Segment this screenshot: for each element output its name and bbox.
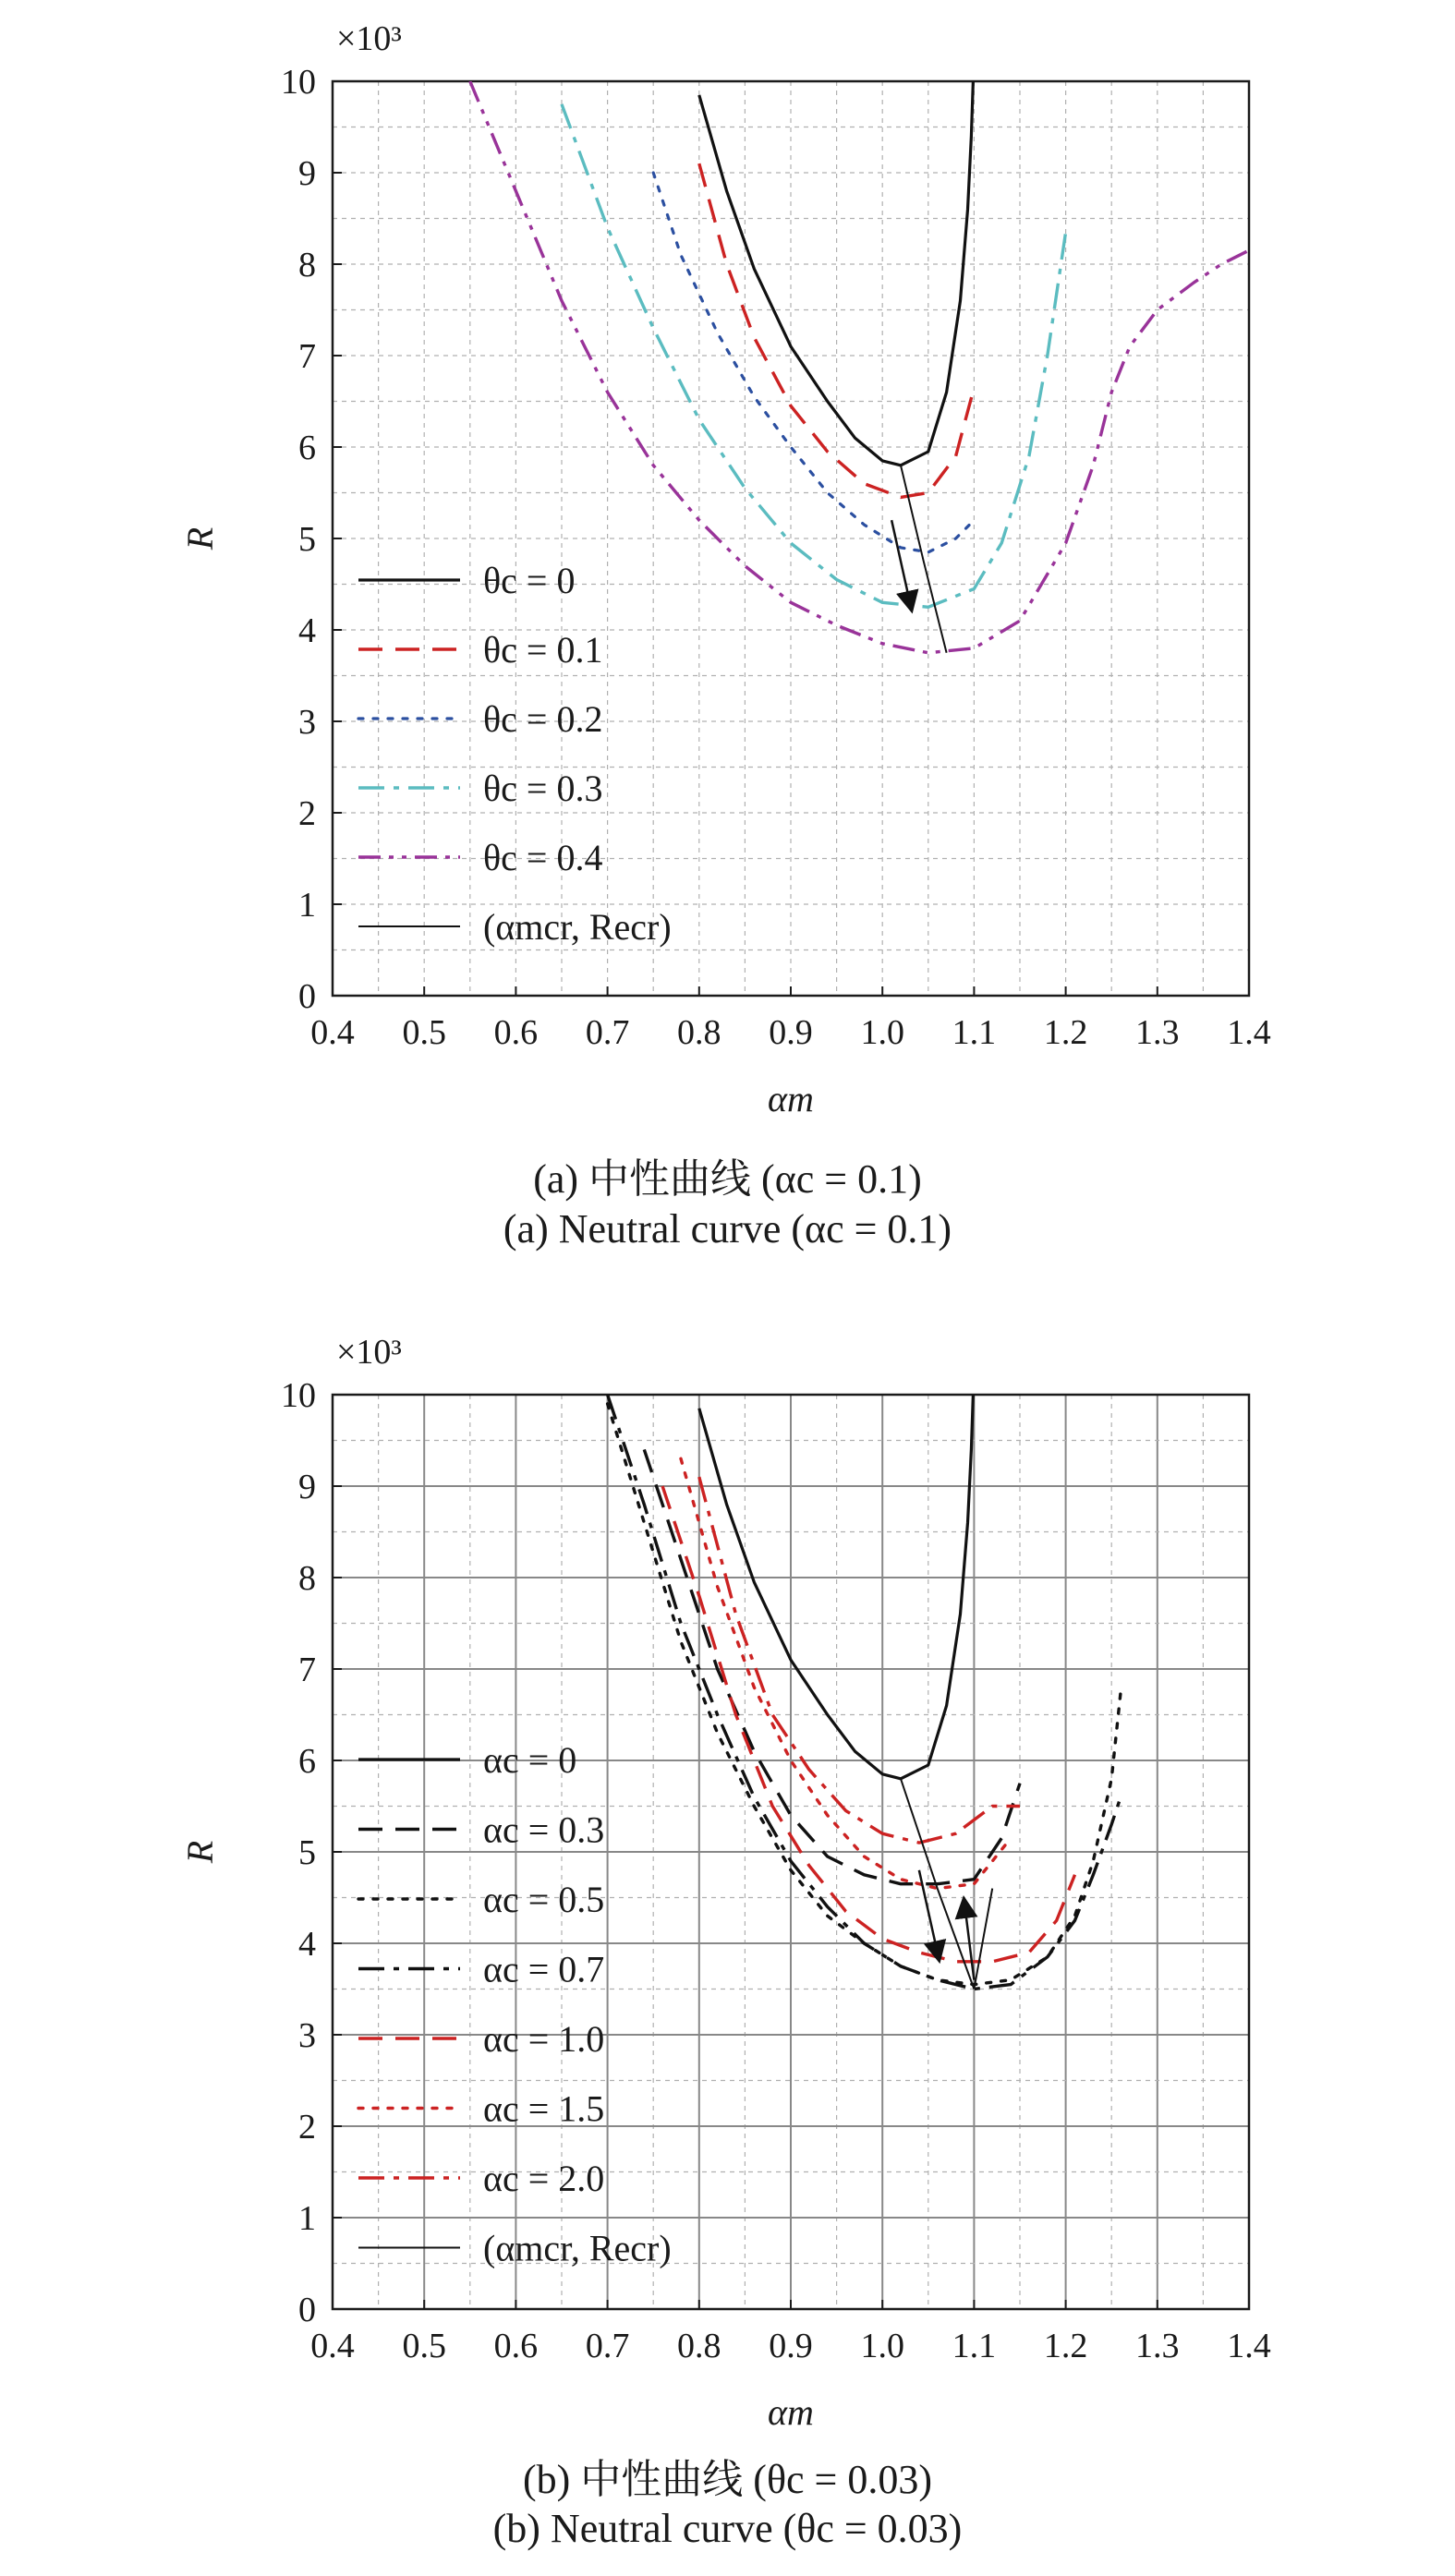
legend-entry-label: αc = 0.5 <box>483 1879 605 1920</box>
y-axis-label: R <box>179 526 221 550</box>
legend <box>358 1739 672 2269</box>
legend-entry-label: θc = 0.2 <box>483 698 603 740</box>
legend-entry-label: αc = 1.5 <box>483 2087 605 2130</box>
legend-entry-label: αc = 0.7 <box>483 1948 605 1990</box>
caption-b-english: (b) Neutral curve (θc = 0.03) <box>492 2506 963 2551</box>
x-axis-label: αm <box>768 2391 814 2433</box>
y-tick-label: 8 <box>298 1559 316 1598</box>
critical-line-extra <box>974 1889 992 1989</box>
x-tick-label: 0.8 <box>677 1013 721 1052</box>
y-tick-label: 3 <box>298 703 316 742</box>
legend-entry-label: θc = 0.1 <box>483 629 603 671</box>
y-tick-label: 4 <box>298 611 316 650</box>
legend-entry-label: αc = 0 <box>483 1739 577 1781</box>
legend-entry-label: αc = 0.3 <box>483 1808 605 1851</box>
legend-entry-label: θc = 0.3 <box>483 768 603 809</box>
y-tick-label: 6 <box>298 429 316 467</box>
y-tick-label: 0 <box>298 2291 316 2329</box>
x-tick-label: 0.9 <box>769 1013 813 1052</box>
x-tick-label: 0.5 <box>402 2327 446 2365</box>
x-tick-label: 0.6 <box>493 1013 539 1052</box>
caption-b-chinese: (b) 中性曲线 (θc = 0.03) <box>522 2457 933 2502</box>
x-tick-label: 1.4 <box>1227 2327 1271 2365</box>
legend-entry-label: θc = 0.4 <box>483 837 603 878</box>
legend-entry-label: (αmcr, Recr) <box>483 2227 672 2269</box>
x-tick-label: 0.4 <box>310 2327 355 2365</box>
legend-entry-label: αc = 2.0 <box>483 2158 605 2199</box>
y-tick-label: 2 <box>298 2108 316 2147</box>
y-tick-label: 2 <box>298 794 316 833</box>
y-tick-label: 10 <box>281 63 316 102</box>
x-tick-label: 1.3 <box>1135 2327 1180 2365</box>
series-line-2 <box>653 173 974 552</box>
legend-entry-label: θc = 0 <box>483 560 576 601</box>
y-tick-label: 4 <box>298 1925 316 1964</box>
x-tick-label: 0.8 <box>677 2327 721 2365</box>
trend-arrow <box>891 520 910 602</box>
y-tick-label: 5 <box>298 1833 316 1872</box>
grid <box>333 1395 1249 2309</box>
series-line-4 <box>470 81 1249 653</box>
y-multiplier-label: ×10³ <box>336 1333 402 1372</box>
legend-entry-label: (αmcr, Recr) <box>483 906 672 948</box>
x-tick-label: 1.2 <box>1043 2327 1088 2365</box>
x-axis-label: αm <box>768 1078 814 1119</box>
series-line-1 <box>644 1449 1020 1883</box>
y-tick-label: 9 <box>298 1468 316 1506</box>
x-tick-label: 0.4 <box>310 1013 355 1052</box>
caption-a-chinese: (a) 中性曲线 (αc = 0.1) <box>533 1156 922 1202</box>
y-tick-label: 3 <box>298 2016 316 2055</box>
legend <box>358 560 672 948</box>
series-line-5 <box>681 1458 1011 1888</box>
series-group <box>608 1395 1122 1989</box>
chart-panel-a <box>179 19 1271 1119</box>
y-tick-label: 1 <box>298 886 316 925</box>
x-tick-label: 1.0 <box>860 1013 904 1052</box>
y-tick-label: 9 <box>298 154 316 193</box>
y-tick-label: 6 <box>298 1742 316 1781</box>
y-tick-label: 5 <box>298 520 316 559</box>
y-multiplier-label: ×10³ <box>336 19 402 58</box>
y-tick-label: 1 <box>298 2199 316 2238</box>
legend-entry-label: αc = 1.0 <box>483 2018 605 2060</box>
x-tick-label: 1.0 <box>860 2327 904 2365</box>
series-line-4 <box>662 1486 1074 1962</box>
series-group <box>470 81 1249 653</box>
x-tick-label: 0.5 <box>402 1013 446 1052</box>
x-tick-label: 1.3 <box>1135 1013 1180 1052</box>
y-tick-label: 7 <box>298 337 316 376</box>
x-tick-label: 0.6 <box>493 2327 539 2365</box>
x-tick-label: 0.9 <box>769 2327 813 2365</box>
x-tick-label: 0.7 <box>585 1013 630 1052</box>
y-tick-label: 0 <box>298 977 316 1016</box>
grid <box>333 81 1249 996</box>
series-line-3 <box>608 1395 1122 1989</box>
x-tick-label: 1.1 <box>952 2327 997 2365</box>
chart-panel-b <box>179 1333 1271 2433</box>
y-axis-label: R <box>179 1840 221 1864</box>
x-tick-label: 1.1 <box>952 1013 997 1052</box>
x-tick-label: 1.4 <box>1227 1013 1271 1052</box>
y-tick-label: 8 <box>298 246 316 284</box>
caption-a-english: (a) Neutral curve (αc = 0.1) <box>503 1206 952 1252</box>
x-tick-label: 1.2 <box>1043 1013 1088 1052</box>
y-tick-label: 10 <box>281 1376 316 1415</box>
y-tick-label: 7 <box>298 1651 316 1689</box>
x-tick-label: 0.7 <box>585 2327 630 2365</box>
